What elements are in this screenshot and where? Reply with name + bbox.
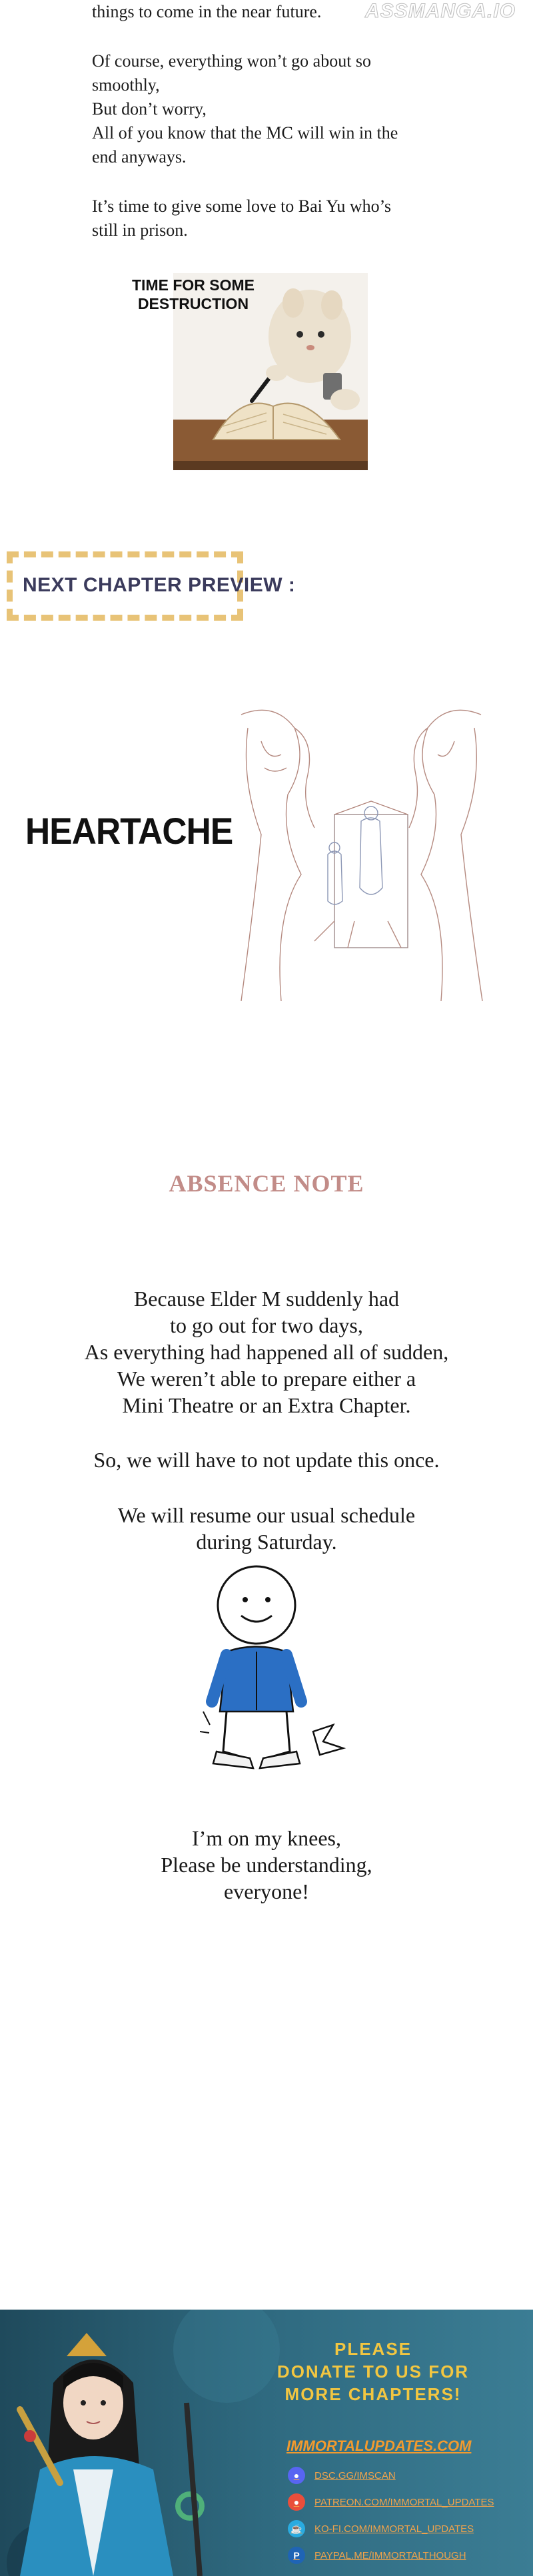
note-line: during Saturday. [196,1530,337,1554]
discord-link[interactable] [288,2464,396,2487]
patreon-icon: ● [288,2493,305,2511]
note-line: So, we will have to not update this once. [93,1448,440,1472]
note-line: As everything had happened all of sudden, [84,1340,449,1364]
note-line: We weren’t able to prepare either a [117,1367,416,1391]
paypal-link[interactable] [288,2544,466,2567]
link-label: PAYPAL.ME/IMMORTALTHOUGH [314,2549,466,2561]
meme-caption-line: DESTRUCTION [137,295,249,312]
preview-chapter-title: HEARTACHE [25,810,233,852]
intro-line: end anyways. [92,147,187,166]
donate-line: DONATE TO US FOR [276,2362,470,2382]
intro-line: It’s time to give some love to Bai Yu who’s [92,196,391,216]
absence-note-title: ABSENCE NOTE [169,1170,364,1197]
paypal-icon: P [288,2547,305,2564]
absence-note-paragraph [0,1502,533,1555]
intro-line: Of course, everything won’t go about so [92,51,372,71]
intro-line: still in prison. [92,220,188,240]
site-link[interactable]: IMMORTALUPDATES.COM [286,2437,472,2454]
donate-call-to-action [273,2338,473,2406]
donate-line: PLEASE [334,2339,412,2359]
note-line: Because Elder M suddenly had [133,1287,400,1311]
donate-line: MORE CHAPTERS! [284,2384,462,2404]
kneeling-stick-figure-image [200,1558,353,1791]
preview-sketch-image [235,701,490,1001]
absence-note-paragraph [0,1825,533,1905]
next-chapter-preview-label: NEXT CHAPTER PREVIEW : [23,574,296,596]
note-line: Mini Theatre or an Extra Chapter. [122,1393,411,1417]
link-label: KO-FI.COM/IMMORTAL_UPDATES [314,2523,474,2535]
kofi-icon: ☕ [288,2520,305,2537]
note-line: to go out for two days, [170,1313,363,1337]
kofi-link[interactable] [288,2517,474,2540]
note-line: I’m on my knees, [192,1826,341,1850]
intro-line: things to come in the near future. [92,2,322,21]
author-note-intro [92,0,492,268]
meme-caption-line: TIME FOR SOME [132,276,255,294]
intro-line: All of you know that the MC will win in the [92,123,398,143]
note-line: everyone! [224,1879,309,1903]
intro-line: smoothly, [92,75,160,95]
site-watermark: ASSMANGA.IO [365,0,516,22]
discord-icon: ● [288,2467,305,2484]
meme-caption [127,276,260,313]
absence-note-paragraph [0,1285,533,1419]
link-label: DSC.GG/IMSCAN [314,2469,396,2481]
absence-note-paragraph [0,1447,533,1473]
patreon-link[interactable] [288,2491,494,2513]
note-line: Please be understanding, [161,1853,372,1877]
intro-line: But don’t worry, [92,99,207,119]
note-line: We will resume our usual schedule [117,1503,416,1527]
link-label: PATREON.COM/IMMORTAL_UPDATES [314,2496,494,2508]
